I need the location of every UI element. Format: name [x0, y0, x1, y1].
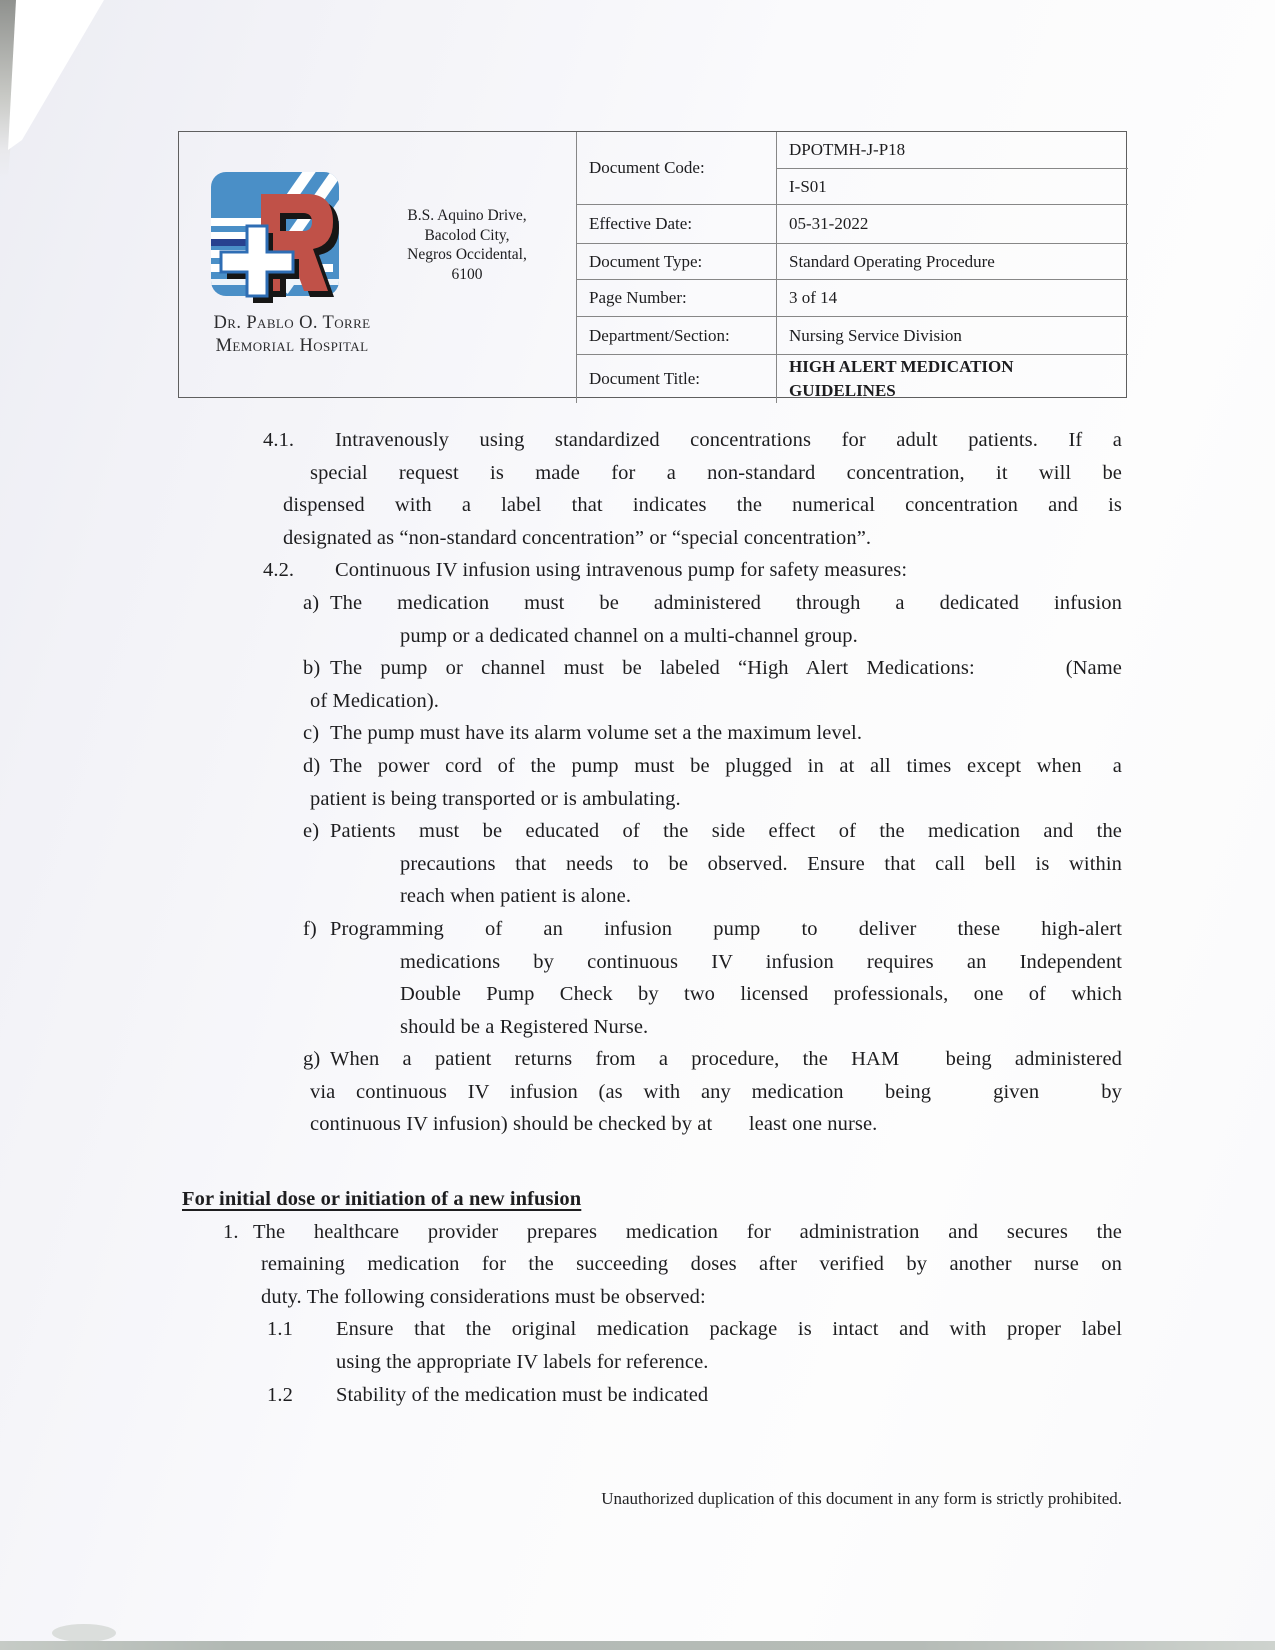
value-document-type: Standard Operating Procedure: [776, 243, 1128, 279]
body-line: dispensed with a label that indicates the numerical concentration and is: [283, 494, 1122, 517]
logo-cell: [179, 132, 576, 403]
scanner-edge-bar: [0, 1641, 1275, 1650]
body-line: should be a Registered Nurse.: [400, 1015, 649, 1038]
address-line: 6100: [451, 265, 483, 283]
value-effective-date: 05-31-2022: [776, 204, 1128, 243]
address-line: Negros Occidental,: [407, 246, 527, 263]
body-line: e) Patients must be educated of the side effect of the medication and the: [178, 815, 1122, 848]
hospital-logo: [205, 166, 345, 306]
footer-note: Unauthorized duplication of this document in any form is strictly prohibited.: [601, 1489, 1122, 1508]
address-line: B.S. Aquino Drive,: [407, 207, 527, 224]
list-marker: f): [303, 917, 317, 940]
body-line: using the appropriate IV labels for reference.: [336, 1351, 709, 1374]
body-line: continuous IV infusion) should be checked by at least one nurse.: [310, 1113, 878, 1136]
list-marker: 1.: [223, 1220, 239, 1243]
body-line: remaining medication for the succeeding doses after verified by another nurse on: [261, 1253, 1122, 1276]
body-line: reach when patient is alone.: [400, 885, 632, 908]
list-marker: b): [303, 657, 321, 680]
label-document-title: Document Title:: [576, 354, 776, 403]
body-line: patient is being transported or is ambulating.: [310, 787, 681, 810]
label-effective-date: Effective Date:: [576, 204, 776, 243]
value-page-number: 3 of 14: [776, 279, 1128, 316]
list-marker: a): [303, 591, 320, 614]
body-line: precautions that needs to be observed. Ensure that call bell is within: [400, 852, 1122, 875]
body-line: f) Programming of an infusion pump to deliver these high-alert: [178, 913, 1122, 946]
list-marker: d): [303, 754, 321, 777]
value-department-section: Nursing Service Division: [776, 316, 1128, 354]
body-line: via continuous IV infusion (as with any medication being given by: [310, 1080, 1122, 1103]
hospital-address: [395, 206, 539, 284]
scan-smudge: [52, 1624, 116, 1642]
list-marker: 4.1.: [263, 429, 295, 451]
body-line: 1.1 Ensure that the original medication package is intact and with proper label: [178, 1313, 1122, 1346]
hospital-name: [185, 312, 399, 358]
label-document-code: Document Code:: [576, 132, 776, 204]
label-document-type: Document Type:: [576, 243, 776, 279]
body-line: special request is made for a non-standard concentration, it will be: [310, 461, 1122, 484]
list-marker: 1.1: [267, 1318, 293, 1341]
body-line: designated as “non-standard concentration” or “special concentration”.: [283, 526, 872, 549]
body-line: pump or a dedicated channel on a multi-channel group.: [400, 624, 858, 647]
body-line: duty. The following considerations must be observed:: [261, 1285, 706, 1308]
section-heading: For initial dose or initiation of a new infusion: [182, 1188, 582, 1211]
value-document-code-1: DPOTMH-J-P18: [776, 132, 1128, 168]
label-department-section: Department/Section:: [576, 316, 776, 354]
hospital-logo-icon: [205, 166, 345, 306]
body-line: 4.2. Continuous IV infusion using intravenous pump for safety measures:: [178, 554, 1122, 587]
label-page-number: Page Number:: [576, 279, 776, 316]
body-line: g) When a patient returns from a procedure, the HAM being administered: [178, 1043, 1122, 1076]
list-marker: c): [303, 722, 320, 745]
body-line: of Medication).: [310, 689, 440, 712]
list-marker: e): [303, 820, 320, 843]
list-marker: g): [303, 1048, 321, 1071]
hospital-name-line2: Memorial Hospital: [215, 336, 369, 356]
value-document-title: HIGH ALERT MEDICATION GUIDELINES: [776, 354, 1128, 403]
body-lines: [178, 424, 1122, 1411]
body-line: c) The pump must have its alarm volume set a the maximum level.: [178, 717, 1122, 750]
hospital-name-line1: Dr. Pablo O. Torre: [213, 313, 371, 333]
body-line: 4.1. Intravenously using standardized concentrations for adult patients. If a: [178, 424, 1122, 457]
body-line: b) The pump or channel must be labeled “High Alert Medications: (Name: [178, 652, 1122, 685]
list-marker: 1.2: [267, 1383, 293, 1406]
body-line: medications by continuous IV infusion requires an Independent: [400, 950, 1122, 973]
body-line: d) The power cord of the pump must be plugged in at all times except when a: [178, 750, 1122, 783]
address-line: Bacolod City,: [424, 226, 510, 244]
body-line: 1.2 Stability of the medication must be indicated: [178, 1379, 1122, 1412]
header-table: [178, 131, 1127, 398]
list-marker: 4.2.: [263, 559, 295, 582]
value-document-code-2: I-S01: [776, 168, 1128, 204]
body-line: Double Pump Check by two licensed professionals, one of which: [400, 983, 1122, 1006]
scan-corner-fold: [6, 0, 116, 155]
body-line: 1. The healthcare provider prepares medication for administration and secures the: [178, 1216, 1122, 1249]
body-line: a) The medication must be administered through a dedicated infusion: [178, 587, 1122, 620]
